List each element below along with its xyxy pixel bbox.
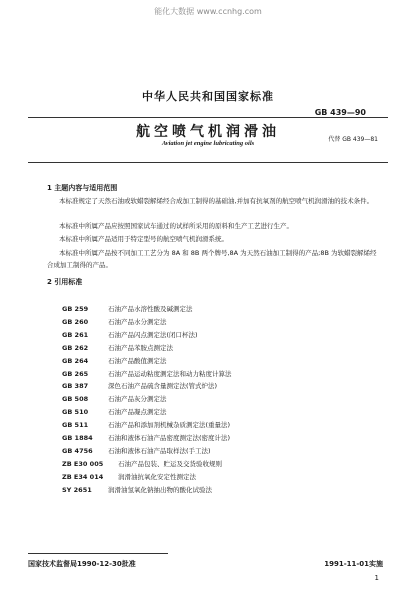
reference-title: 石油产品闪点测定法(闭口杯法) [108, 330, 198, 339]
reference-code: GB 261 [62, 330, 89, 339]
reference-title: 润滑油抗氧化安定性测定法 [118, 472, 196, 481]
reference-title: 石油产品水溶性酸及碱测定法 [108, 305, 193, 313]
reference-title: 石油和液体石油产品密度测定法(密度计法) [108, 434, 231, 442]
reference-code: GB 508 [62, 395, 89, 404]
reference-title: 润滑油氢氧化钠抽出物的酸化试验法 [108, 485, 212, 494]
reference-title: 石油产品凝点测定法 [108, 408, 167, 417]
header-rule-top [28, 117, 388, 118]
reference-title: 石油产品灰分测定法 [108, 395, 167, 404]
implementation-date: 1991-11-01实施 [324, 560, 383, 568]
reference-title: 深色石油产品硫含量测定法(管式炉法) [108, 382, 218, 391]
document-title: 航空喷气机润滑油 [136, 124, 280, 140]
reference-code: GB 262 [62, 343, 89, 352]
watermark: 能化大数据 www.ccnhg.com [154, 7, 262, 16]
reference-code: SY 2651 [62, 485, 92, 494]
reference-title: 石油产品包装、贮运及交货验收规则 [118, 459, 222, 468]
section1-paragraph: 本标准中所属产品应按照国家试车通过的试样所采用的原料和生产工艺进行生产。 [59, 222, 293, 230]
header-rule-bottom [28, 162, 388, 163]
footer-rule-left [28, 553, 168, 554]
english-title: Aviation jet engine lubricating oils [161, 140, 255, 147]
reference-title: 石油产品和添加剂机械杂质测定法(重量法) [108, 421, 231, 430]
reference-code: GB 387 [62, 382, 89, 391]
reference-title: 石油产品苯胺点测定法 [108, 343, 173, 352]
section1-paragraph: 本标准中所属产品按不同加工工艺分为 8A 和 8B 两个牌号,8A 为天然石油加工制得的产品;8B 为软蜡裂解烯经合成加工制得的产品。 [47, 249, 377, 269]
reference-title: 石油产品运动粘度测定法和动力粘度计算法 [108, 369, 232, 378]
reference-code: GB 511 [62, 421, 89, 430]
reference-title: 石油产品酸值测定法 [108, 356, 167, 365]
section1-paragraph: 本标准规定了天然石油或软蜡裂解烯经合成加工制得的基础油,并加有抗氧剂的航空喷气机润滑油的技术条件。 [59, 197, 374, 205]
gb-number: GB 439—90 [314, 108, 366, 117]
standard-title: 中华人民共和国国家标准 [142, 90, 274, 103]
reference-title: 石油产品水分测定法 [108, 317, 167, 326]
reference-code: GB 265 [62, 369, 89, 378]
reference-code: GB 264 [62, 356, 89, 365]
reference-code: GB 510 [62, 408, 89, 417]
replaces-note: 代替 GB 439—81 [328, 136, 378, 143]
reference-code: GB 1884 [62, 434, 93, 442]
section1-paragraph: 本标准中所属产品适用于特定型号的航空喷气机润滑系统。 [59, 235, 228, 243]
reference-code: GB 260 [62, 317, 89, 326]
reference-title: 石油和液体石油产品取样法(手工法) [108, 446, 211, 455]
reference-code: ZB E34 014 [62, 472, 104, 481]
section1-heading: 1 主题内容与适用范围 [47, 184, 118, 192]
approval-date: 国家技术监督局1990-12-30批准 [28, 560, 136, 568]
reference-code: GB 4756 [62, 446, 93, 455]
page-number: 1 [374, 574, 379, 582]
reference-item [62, 477, 212, 496]
reference-code: ZB E30 005 [62, 459, 104, 468]
reference-code: GB 259 [62, 305, 89, 313]
section2-heading: 2 引用标准 [47, 278, 83, 286]
